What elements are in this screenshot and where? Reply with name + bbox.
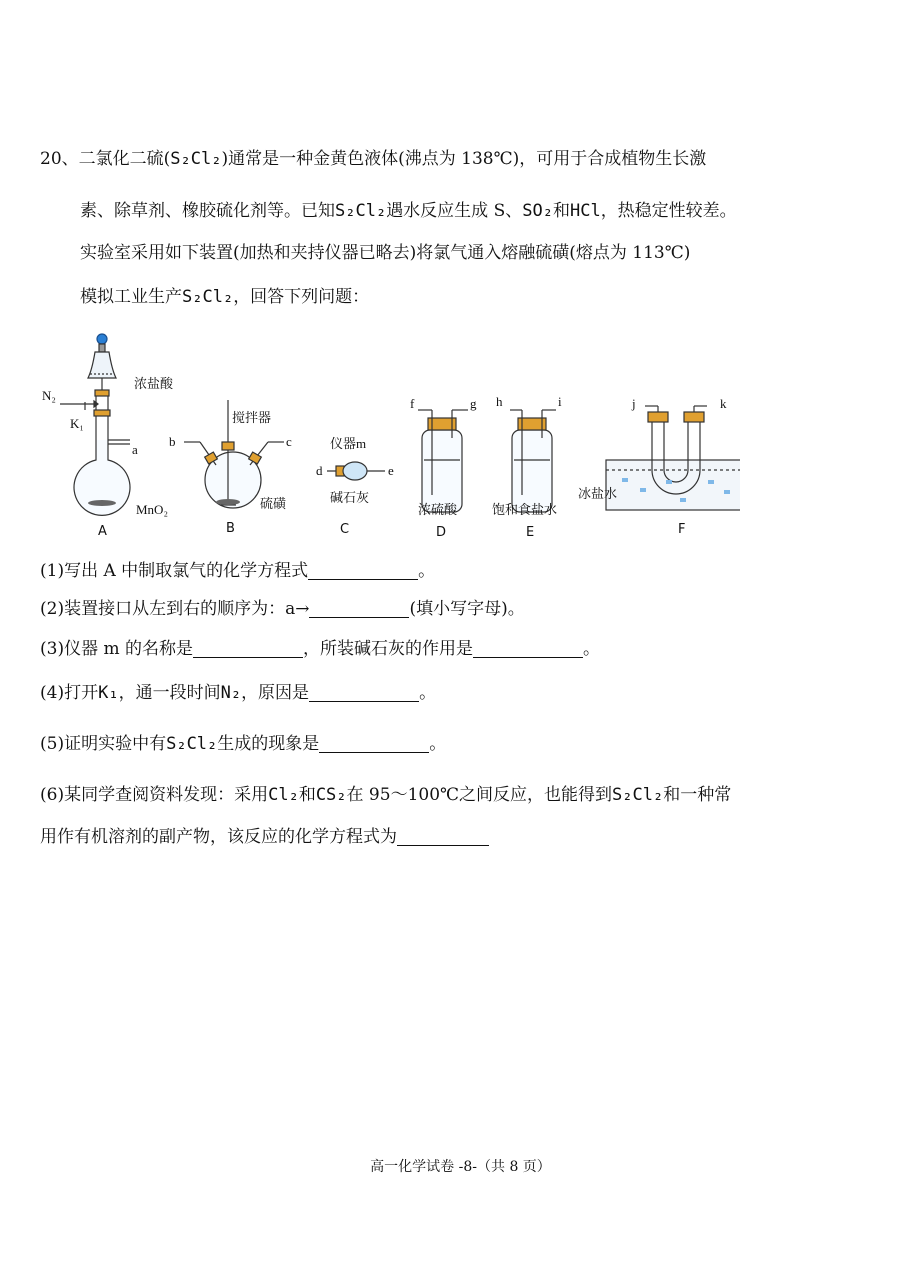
label-h: h xyxy=(496,394,503,409)
apparatus-e xyxy=(510,410,556,512)
answer-blank[interactable] xyxy=(308,561,418,580)
answer-blank[interactable] xyxy=(193,639,303,658)
label-mno2: MnO₂ xyxy=(136,502,168,517)
label-i: i xyxy=(558,394,562,409)
question-line-3: 实验室采用如下装置(加热和夹持仪器已略去)将氯气通入熔融硫磺(熔点为 113℃) xyxy=(80,243,691,263)
caption-b: B xyxy=(226,521,235,536)
formula-s2cl2: S₂Cl₂ xyxy=(335,201,387,221)
label-h2so4: 浓硫酸 xyxy=(418,502,458,517)
formula-so2: SO₂ xyxy=(522,201,553,221)
apparatus-c xyxy=(327,462,385,480)
apparatus-f xyxy=(606,406,740,510)
caption-e: E xyxy=(526,525,535,540)
label-hcl: 浓盐酸 xyxy=(134,376,174,391)
sub-question-2: (2)装置接口从左到右的顺序为：a→ (填小写字母)。 xyxy=(40,599,525,619)
question-number: 20、 xyxy=(40,149,79,169)
label-g: g xyxy=(470,396,477,411)
label-soda-lime: 碱石灰 xyxy=(330,490,370,505)
label-f: f xyxy=(410,396,415,411)
sub-question-5: (5)证明实验中有S₂Cl₂生成的现象是 。 xyxy=(40,734,447,754)
sub-question-3: (3)仪器 m 的名称是 ，所装碱石灰的作用是 。 xyxy=(40,639,601,659)
sub-question-6: (6)某同学查阅资料发现：采用Cl₂和CS₂在 95～100℃之间反应，也能得到S₂Cl₂和一种常 xyxy=(40,785,732,805)
sub-question-6-line-2: 用作有机溶剂的副产物，该反应的化学方程式为 xyxy=(40,826,489,848)
label-stirrer: 搅拌器 xyxy=(232,410,272,425)
caption-f: F xyxy=(678,522,686,537)
answer-blank[interactable] xyxy=(473,639,583,658)
formula-s2cl2: S₂Cl₂ xyxy=(182,287,234,307)
formula-s2cl2: S₂Cl₂ xyxy=(170,149,222,169)
question-line-2: 素、除草剂、橡胶硫化剂等。已知S₂Cl₂遇水反应生成 S、SO₂和HCl，热稳定性较差。 xyxy=(80,201,737,221)
answer-blank[interactable] xyxy=(319,734,429,753)
label-instrument-m: 仪器m xyxy=(330,436,367,451)
label-n2: N₂ xyxy=(42,388,56,403)
label-c: c xyxy=(286,434,292,449)
label-e: e xyxy=(388,463,394,478)
question-line-4: 模拟工业生产S₂Cl₂，回答下列问题： xyxy=(80,287,370,307)
answer-blank[interactable] xyxy=(309,599,409,618)
label-k: k xyxy=(720,396,727,411)
label-a: a xyxy=(132,442,138,457)
label-sulfur: 硫磺 xyxy=(260,496,287,511)
question-line-1: 20、二氯化二硫(S₂Cl₂)通常是一种金黄色液体(沸点为 138℃)，可用于合成植物生长激 xyxy=(40,149,707,169)
sub-question-4: (4)打开K₁，通一段时间N₂，原因是 。 xyxy=(40,683,437,703)
apparatus-figure xyxy=(40,330,740,545)
label-b: b xyxy=(169,434,176,449)
apparatus-d xyxy=(418,410,468,512)
formula-hcl: HCl xyxy=(569,201,601,221)
answer-blank[interactable] xyxy=(309,683,419,702)
label-j: j xyxy=(632,396,636,411)
label-d: d xyxy=(316,463,323,478)
caption-a: A xyxy=(98,524,107,539)
caption-c: C xyxy=(340,522,350,537)
label-brine: 饱和食盐水 xyxy=(492,502,558,517)
sub-question-1: (1)写出 A 中制取氯气的化学方程式 。 xyxy=(40,561,436,581)
label-ice-brine: 冰盐水 xyxy=(578,486,618,501)
label-k1: K₁ xyxy=(70,416,84,431)
page-footer: 高一化学试卷 -8-（共 8 页） xyxy=(370,1159,551,1175)
caption-d: D xyxy=(436,525,447,540)
answer-blank[interactable] xyxy=(397,827,489,846)
